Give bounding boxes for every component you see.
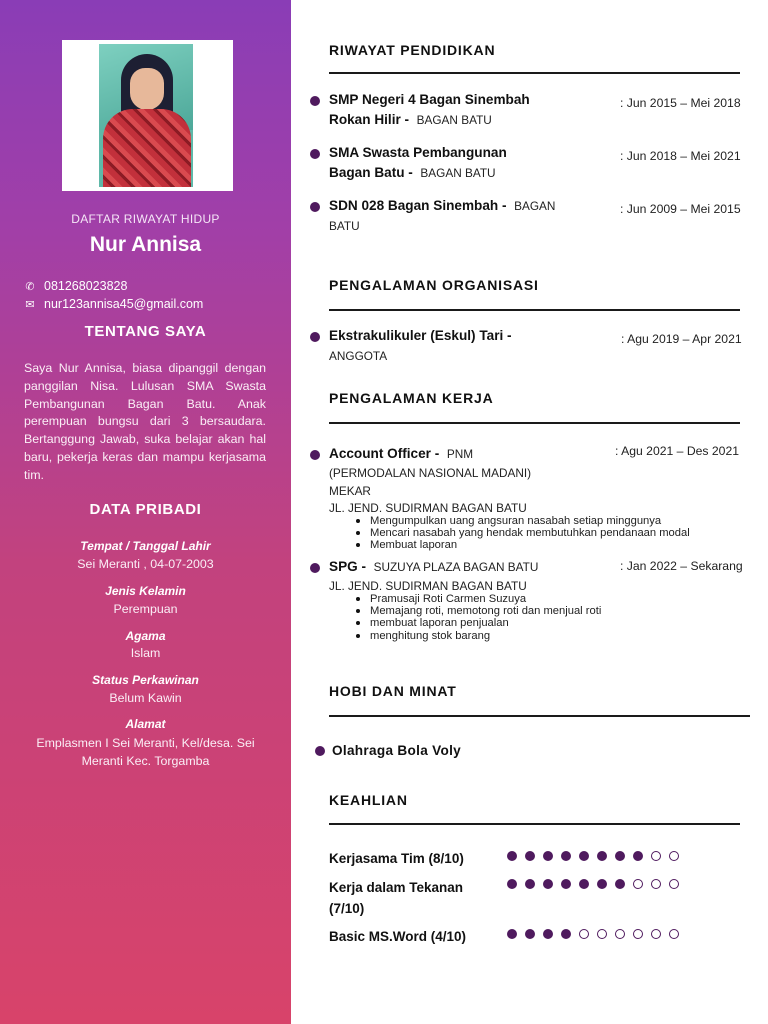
- school-name-cont: Rokan Hilir -: [329, 112, 410, 127]
- about-text: Saya Nur Annisa, biasa dipanggil dengan panggilan Nisa. Lulusan SMA Swasta Pembangunan Bagan Batu. Anak perempuan bungsu dari 3 bersaudara. Bertanggung Jawab, suka belajar akan hal baru, pekerja keras dan mampu kerjasama tim.: [24, 361, 266, 482]
- education-item: [329, 90, 619, 130]
- skill-dot-filled: [543, 851, 553, 861]
- work-item: [329, 444, 609, 464]
- phone-number: 081268023828: [44, 279, 128, 293]
- profile-photo-frame: [62, 40, 233, 191]
- skill-dot-filled: [615, 851, 625, 861]
- bullet-dot: [310, 202, 320, 212]
- contact-email: [24, 297, 203, 311]
- company-name-cont: MEKAR: [329, 484, 371, 498]
- education-date: : Jun 2018 – Mei 2021: [620, 149, 741, 163]
- skill-dot-filled: [525, 929, 535, 939]
- work-task: Pramusaji Roti Carmen Suzuya: [354, 593, 601, 605]
- work-task: membuat laporan penjualan: [354, 617, 601, 629]
- email-address: nur123annisa45@gmail.com: [44, 297, 204, 311]
- school-location-cont: BATU: [329, 219, 360, 233]
- phone-icon: ✆: [25, 280, 35, 293]
- school-name: SMA Swasta Pembangunan: [329, 145, 507, 160]
- religion-value: Islam: [130, 646, 161, 660]
- skill-dot-empty: [615, 929, 625, 939]
- skill-dot-filled: [615, 879, 625, 889]
- skill-dot-filled: [561, 851, 571, 861]
- company-address: JL. JEND. SUDIRMAN BAGAN BATU: [329, 579, 527, 593]
- skill-label: Basic MS.Word (4/10): [329, 929, 467, 944]
- hobby-divider: [329, 715, 750, 717]
- bullet-dot: [310, 450, 320, 460]
- work-heading: PENGALAMAN KERJA: [329, 390, 494, 406]
- bullet-dot: [310, 149, 320, 159]
- gender-label: Jenis Kelamin: [105, 584, 186, 598]
- envelope-icon: ✉: [25, 298, 35, 311]
- religion-label: Agama: [125, 629, 166, 643]
- person-name: Nur Annisa: [89, 233, 202, 256]
- work-task-list: [354, 593, 601, 642]
- work-item: [329, 557, 609, 577]
- skill-dot-empty: [669, 851, 679, 861]
- skill-dot-empty: [579, 929, 589, 939]
- skill-dot-filled: [597, 879, 607, 889]
- education-item: [329, 196, 619, 236]
- profile-photo: [99, 44, 193, 187]
- skill-dot-filled: [507, 929, 517, 939]
- birth-label: Tempat / Tanggal Lahir: [80, 539, 211, 553]
- school-name: SMP Negeri 4 Bagan Sinembah: [329, 92, 530, 107]
- birth-value: Sei Meranti , 04-07-2003: [77, 557, 214, 571]
- skill-dot-empty: [669, 879, 679, 889]
- work-task: Memajang roti, memotong roti dan menjual roti: [354, 605, 601, 617]
- work-task: menghitung stok barang: [354, 630, 601, 642]
- skill-dot-empty: [651, 879, 661, 889]
- company-name: PNM: [446, 447, 474, 461]
- skill-dot-filled: [561, 879, 571, 889]
- gender-value: Perempuan: [113, 602, 178, 616]
- address-label: Alamat: [125, 717, 166, 731]
- school-location: BAGAN: [514, 199, 556, 213]
- skill-label: Kerja dalam Tekanan (7/10): [329, 880, 464, 916]
- skill-rating: [507, 929, 687, 939]
- skill-dot-filled: [507, 851, 517, 861]
- bullet-dot: [310, 96, 320, 106]
- work-task: Mengumpulkan uang angsuran nasabah setiap minggunya: [354, 515, 690, 527]
- about-heading: TENTANG SAYA: [84, 323, 207, 340]
- education-date: : Jun 2009 – Mei 2015: [620, 202, 741, 216]
- skill-dot-filled: [633, 851, 643, 861]
- skill-dot-empty: [633, 929, 643, 939]
- skill-dot-empty: [651, 929, 661, 939]
- skill-rating: [507, 851, 687, 861]
- marital-label: Status Perkawinan: [92, 673, 199, 687]
- work-divider: [329, 422, 740, 424]
- school-location: BAGAN BATU: [420, 166, 496, 180]
- work-date: : Agu 2021 – Des 2021: [615, 444, 740, 458]
- skill-label: Kerjasama Tim (8/10): [329, 851, 464, 866]
- work-task: Mencari nasabah yang hendak membutuhkan pendanaan modal: [354, 527, 690, 539]
- address-value: Emplasmen I Sei Meranti, Kel/desa. Sei Meranti Kec. Torgamba: [36, 736, 255, 768]
- education-date: : Jun 2015 – Mei 2018: [620, 96, 741, 110]
- organization-name: Ekstrakulikuler (Eskul) Tari -: [329, 328, 512, 343]
- education-divider: [329, 72, 740, 74]
- organization-heading: PENGALAMAN ORGANISASI: [329, 277, 539, 293]
- organization-date: : Agu 2019 – Apr 2021: [621, 332, 742, 346]
- education-item: [329, 143, 619, 183]
- company-name: SUZUYA PLAZA BAGAN BATU: [373, 560, 539, 574]
- sidebar: [0, 0, 291, 1024]
- skill-dot-filled: [579, 851, 589, 861]
- skill-dot-filled: [525, 879, 535, 889]
- personal-data-heading: DATA PRIBADI: [89, 501, 202, 518]
- skill-dot-empty: [597, 929, 607, 939]
- skill-dot-filled: [543, 929, 553, 939]
- education-heading: RIWAYAT PENDIDIKAN: [329, 42, 496, 58]
- bullet-dot: [310, 332, 320, 342]
- hobby-heading: HOBI DAN MINAT: [329, 683, 457, 699]
- skill-dot-filled: [507, 879, 517, 889]
- skill-dot-empty: [669, 929, 679, 939]
- skills-divider: [329, 823, 740, 825]
- company-address: JL. JEND. SUDIRMAN BAGAN BATU: [329, 501, 527, 515]
- skills-heading: KEAHLIAN: [329, 792, 408, 808]
- work-task: Membuat laporan: [354, 539, 690, 551]
- hobby-item: Olahraga Bola Voly: [332, 743, 462, 758]
- job-position: SPG -: [329, 559, 367, 574]
- marital-value: Belum Kawin: [109, 691, 182, 705]
- skill-dot-filled: [525, 851, 535, 861]
- skill-dot-filled: [561, 929, 571, 939]
- skill-dot-empty: [651, 851, 661, 861]
- organization-item: [329, 326, 619, 366]
- company-name-cont: (PERMODALAN NASIONAL MADANI): [329, 466, 532, 480]
- work-task-list: [354, 515, 690, 552]
- organization-divider: [329, 309, 740, 311]
- work-date: : Jan 2022 – Sekarang: [620, 559, 743, 573]
- skill-rating: [507, 879, 687, 889]
- skill-dot-filled: [579, 879, 589, 889]
- skill-dot-filled: [597, 851, 607, 861]
- skill-dot-empty: [633, 879, 643, 889]
- job-position: Account Officer -: [329, 446, 440, 461]
- skill-dot-filled: [543, 879, 553, 889]
- school-name-cont: Bagan Batu -: [329, 165, 413, 180]
- bullet-dot: [310, 563, 320, 573]
- school-location: BAGAN BATU: [416, 113, 492, 127]
- bullet-dot: [315, 746, 325, 756]
- school-name: SDN 028 Bagan Sinembah -: [329, 198, 507, 213]
- contact-phone: [24, 279, 127, 293]
- organization-role: ANGGOTA: [329, 349, 388, 363]
- document-subtitle: DAFTAR RIWAYAT HIDUP: [71, 212, 220, 226]
